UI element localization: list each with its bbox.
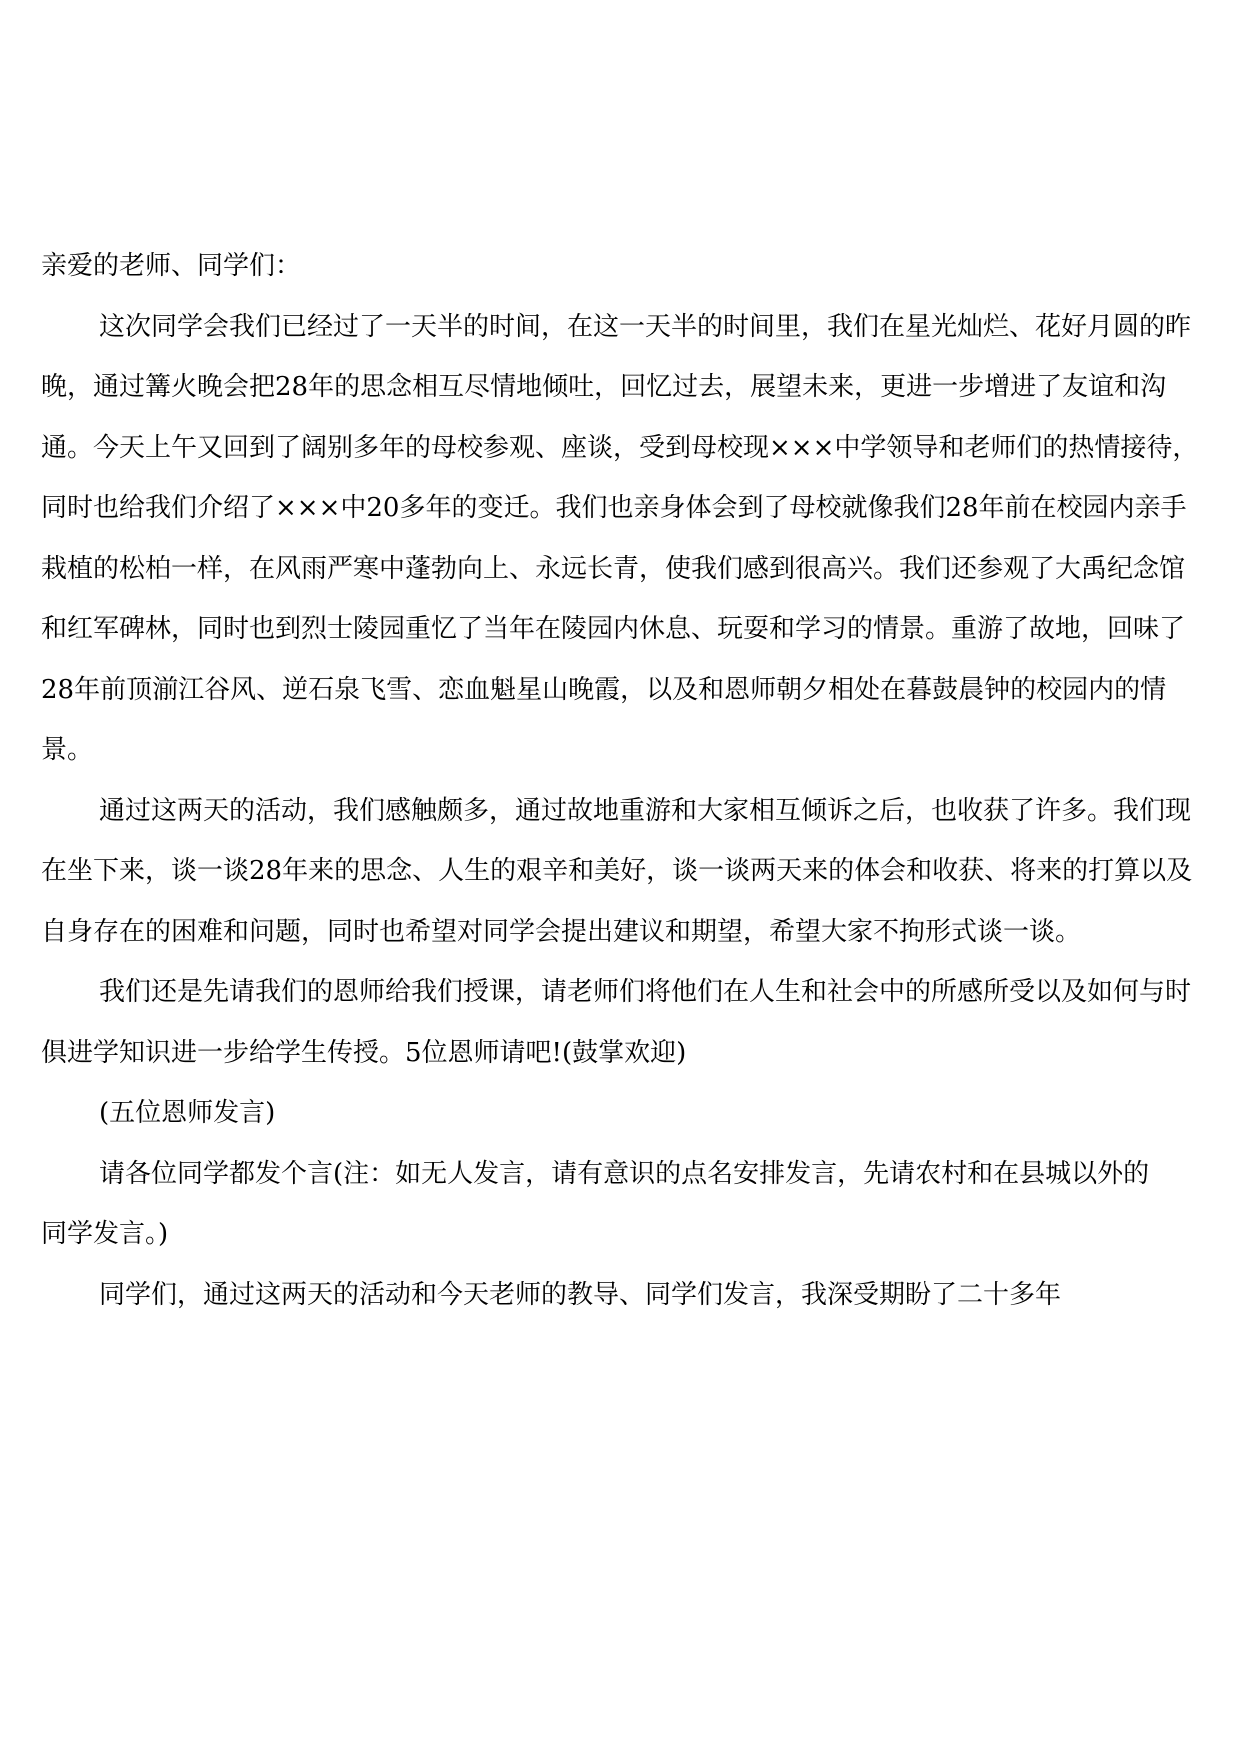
- paragraph-closing: 同学们，通过这两天的活动和今天老师的教导、同学们发言，我深受期盼了二十多年: [99, 1279, 1062, 1310]
- paragraph-continuation: 同学发言。): [41, 1219, 169, 1249]
- paragraph-reflection: 通过这两天的活动，我们感触颇多，通过故地重游和大家相互倾诉之后，也收获了许多。我们现在坐下来，谈一谈28年来的思念、人生的艰辛和美好，谈一谈两天来的体会和收获、将来的打算以及自身存在的困难和问题，同时也希望对同学会提出建议和期望，希望大家不拘形式谈一谈。: [41, 795, 1193, 947]
- paragraph-classmates-speech: 请各位同学都发个言(注：如无人发言，请有意识的点名安排发言，先请农村和在县城以外的: [99, 1158, 1150, 1189]
- document-body: [41, 236, 1201, 1325]
- paragraph-teachers-invite: 我们还是先请我们的恩师给我们授课，请老师们将他们在人生和社会中的所感所受以及如何与时俱进学知识进一步给学生传授。5位恩师请吧!(鼓掌欢迎): [41, 977, 1192, 1068]
- paragraph-reunion-summary: 这次同学会我们已经过了一天半的时间，在这一天半的时间里，我们在星光灿烂、花好月圆的昨晚，通过篝火晚会把28年的思念相互尽情地倾吐，回忆过去，展望未来，更进一步增进了友谊和沟通。今天上午又回到了阔别多年的母校参观、座谈，受到母校现×××中学领导和老师们的热情接待，同时也给我们介绍了×××中20多年的变迁。我们也亲身体会到了母校就像我们28年前在校园内亲手栽植的松柏一样，在风雨严寒中蓬勃向上、永远长青，使我们感到很高兴。我们还参观了大禹纪念馆和红军碑林，同时也到烈士陵园重忆了当年在陵园内休息、玩耍和学习的情景。重游了故地，回味了28年前顶湔江谷风、逆石泉飞雪、恋血魁星山晚霞，以及和恩师朝夕相处在暮鼓晨钟的校园内的情景。: [41, 311, 1199, 765]
- paragraph-teachers-speech: (五位恩师发言): [99, 1098, 276, 1128]
- salutation: 亲爱的老师、同学们：: [41, 251, 302, 281]
